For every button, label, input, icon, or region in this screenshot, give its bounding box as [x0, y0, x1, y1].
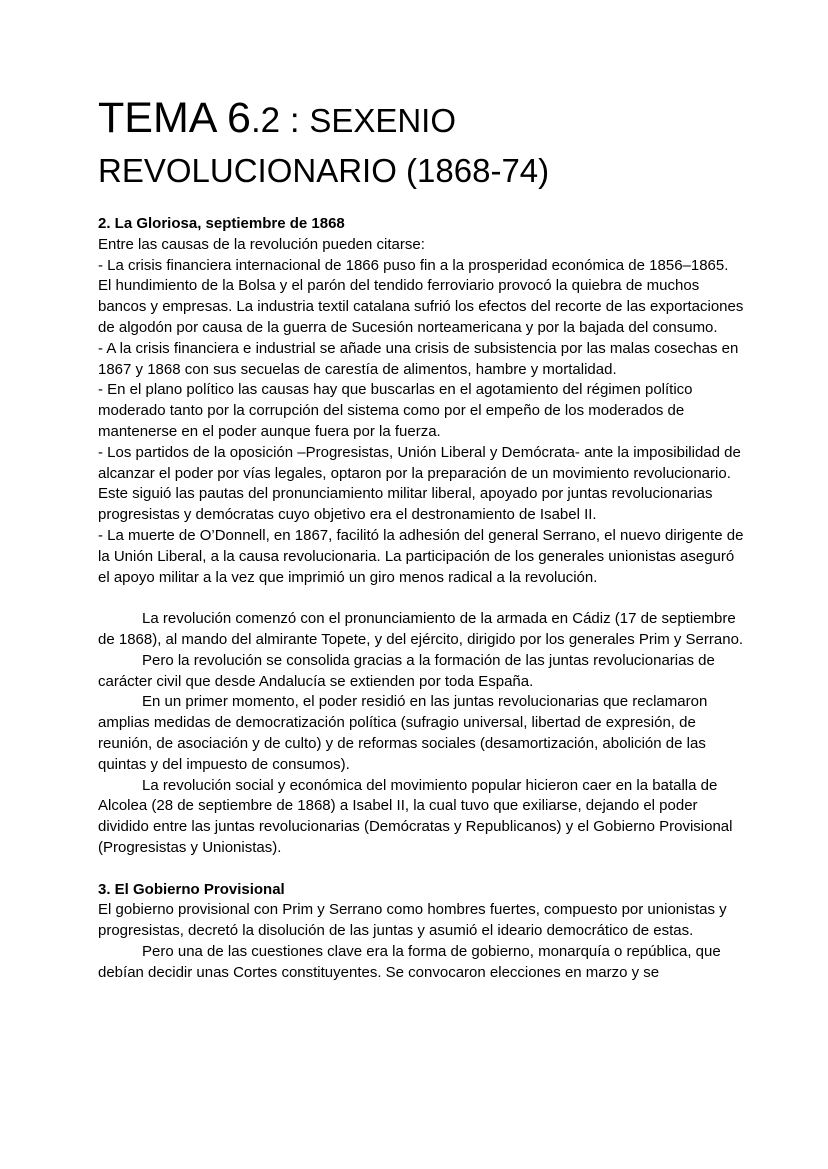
paragraph-intro-causas: Entre las causas de la revolución pueden citarse:	[98, 235, 425, 253]
section-heading-gobierno-provisional: 3. El Gobierno Provisional	[98, 880, 285, 898]
paragraph-revolucion-consolida: Pero la revolución se consolida gracias a la formación de las juntas revolucionarias de carácter civil que desde Andalucía se extienden por toda España.	[98, 651, 715, 690]
paragraph-muerte-odonnell: - La muerte de O’Donnell, en 1867, facilitó la adhesión del general Serrano, el nuevo dirigente de la Unión Liberal, a la causa revolucionaria. La participación de los generales unionistas aseguró el apoyo militar a la vez que imprimió un giro menos radical a la revolución.	[98, 526, 744, 586]
paragraph-revolucion-social: La revolución social y económica del movimiento popular hicieron caer en la batalla de Alcolea (28 de septiembre de 1868) a Isabel II, la cual tuvo que exiliarse, dejando el poder dividido entre las juntas revolucionarias (Demócratas y Republicanos) y el Gobierno Provisional (Progresistas y Unionistas).	[98, 776, 733, 856]
document-title	[98, 94, 744, 196]
paragraph-revolucion-comenzo: La revolución comenzó con el pronunciamiento de la armada en Cádiz (17 de septiembre de 1868), al mando del almirante Topete, y del ejército, dirigido por los generales Prim y Serrano.	[98, 610, 744, 648]
title-part-number: .2 :	[250, 101, 310, 140]
paragraph-gobierno-provisional: El gobierno provisional con Prim y Serrano como hombres fuertes, compuesto por unionistas y progresistas, decretó la disolución de las juntas y asumió el ideario democrático de estas.	[98, 901, 727, 940]
paragraph-cuestiones-clave: Pero una de las cuestiones clave era la forma de gobierno, monarquía o república, que debían decidir unas Cortes constituyentes. Se convocaron elecciones en marzo y se	[98, 942, 721, 981]
paragraph-partidos-oposicion: - Los partidos de la oposición –Progresistas, Unión Liberal y Demócrata- ante la imposibilidad de alcanzar el poder por vías legales, optaron por la preparación de un movimiento revolucionario. Este siguió las pautas del pronunciamiento militar liberal, apoyado por juntas revolucionarias progresistas y demócratas cuyo objetivo era el destronamiento de Isabel II.	[98, 443, 741, 524]
paragraph-plano-politico: - En el plano político las causas hay que buscarlas en el agotamiento del régimen político moderado tanto por la corrupción del sistema como por el empeño de los moderados de mantenerse en el poder aunque fuera por la fuerza.	[98, 381, 693, 440]
paragraph-primer-momento: En un primer momento, el poder residió en las juntas revolucionarias que reclamaron amplias medidas de democratización política (sufragio universal, libertad de expresión, de reunión, de asociación y de culto) y de reformas sociales (desamortización, abolición de las quintas y del impuesto de consumos).	[98, 693, 708, 773]
document-body	[98, 214, 744, 983]
title-part-main: TEMA 6	[98, 94, 251, 142]
paragraph-crisis-subsistencia: - A la crisis financiera e industrial se añade una crisis de subsistencia por las malas cosechas en 1867 y 1868 con sus secuelas de carestía de alimentos, hambre y mortalidad.	[98, 339, 739, 378]
section-heading-la-gloriosa: 2. La Gloriosa, septiembre de 1868	[98, 215, 345, 232]
title-part-subtitle: SEXENIO REVOLUCIONARIO (1868-74)	[98, 102, 550, 189]
paragraph-crisis-financiera: - La crisis financiera internacional de 1866 puso fin a la prosperidad económica de 1856–1865. El hundimiento de la Bolsa y el parón del tendido ferroviario provocó la quiebra de muchos bancos y empresas. La industria textil catalana sufrió los efectos del recorte de las exportaciones de algodón por causa de la guerra de Sucesión norteamericana y por la bajada del consumo.	[98, 256, 744, 336]
